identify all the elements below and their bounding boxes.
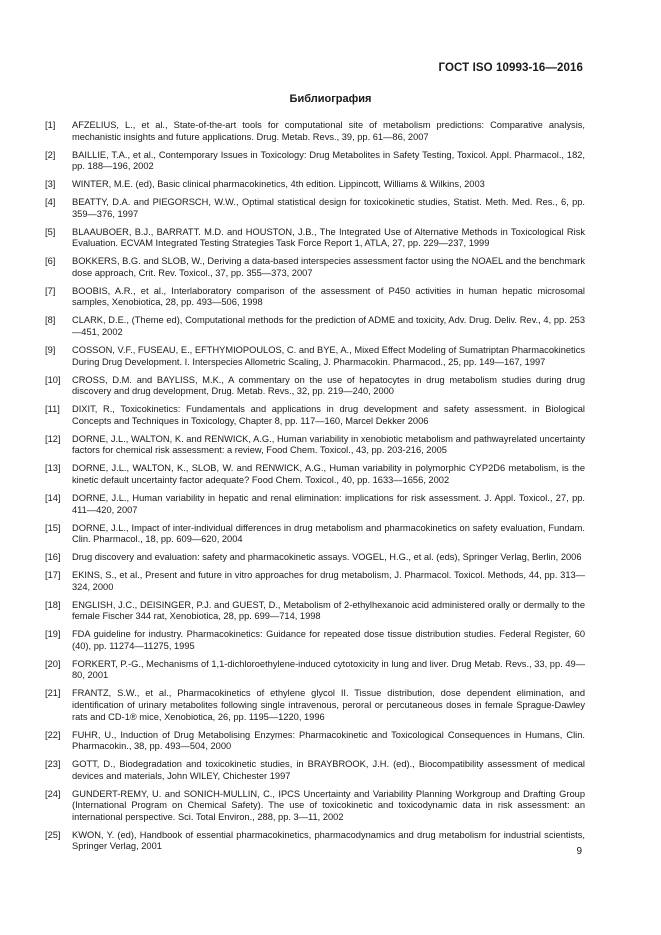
entry-text: Drug discovery and evaluation: safety and pharmacokinetic assays. VOGEL, H.G., et al. (eds), Springer Verlag, Berlin, 2006 xyxy=(72,552,582,563)
entry-number: [16] xyxy=(45,552,61,563)
entry-number: [6] xyxy=(45,256,56,267)
entry-number: [10] xyxy=(45,374,61,385)
bibliography-entry xyxy=(45,659,585,682)
entry-text: AFZELIUS, L., et al., State-of-the-art tools for computational site of metabolism predictions: Comparative analysis, mechanistic insights and future applications. Drug. Metab. Revs., 39, pp. 61—86, 2007 xyxy=(72,120,585,142)
entry-number: [23] xyxy=(45,759,61,770)
entry-number: [18] xyxy=(45,599,61,610)
bibliography-entry xyxy=(45,730,585,753)
entry-text: BOOBIS, A.R., et al., Interlaboratory comparison of the assessment of P450 activities in human hepatic microsomal samples, Xenobiotica, 28, pp. 493—506, 1998 xyxy=(72,285,585,308)
entry-text: COSSON, V.F., FUSEAU, E., EFTHYMIOPOULOS, C. and BYE, A., Mixed Effect Modeling of Sumatriptan Pharmacokinetics During Drug Development. I. Interspecies Allometric Scaling, J. Pharmacokin. Pharmacod., 25, pp. 149—167, 1997 xyxy=(72,345,585,367)
bibliography-entry xyxy=(45,227,585,250)
entry-text: FUHR, U., Induction of Drug Metabolising Enzymes: Pharmacokinetic and Toxicological Consequences in Humans, Clin. Pharmacokin., 38, pp. 493—504, 2000 xyxy=(72,729,585,752)
entry-text: DIXIT, R., Toxicokinetics: Fundamentals and applications in drug development and safety assessment. in Biological Concepts and Techniques in Toxicology, Chapter 8, pp. 117—160, Marcel Dekker 2006 xyxy=(72,404,585,426)
entry-number: [14] xyxy=(45,492,61,503)
bibliography-entry xyxy=(45,434,585,457)
bibliography-entry xyxy=(45,315,585,338)
entry-text: ENGLISH, J.C., DEISINGER, P.J. and GUEST, D., Metabolism of 2-ethylhexanoic acid administered orally or dermally to the female Fischer 344 rat, Xenobiotica, 28, pp. 699—714, 1998 xyxy=(72,599,585,622)
bibliography-entry xyxy=(45,830,585,853)
entry-number: [3] xyxy=(45,179,56,190)
entry-text: CROSS, D.M. and BAYLISS, M.K., A commentary on the use of hepatocytes in drug metabolism studies during drug discovery and drug development, Drug. Metab. Revs., 32, pp. 219—240, 2000 xyxy=(72,374,585,397)
page-title: Библиография xyxy=(289,93,372,105)
bibliography-entry xyxy=(45,150,585,173)
entry-text: BAILLIE, T.A., et al., Contemporary Issues in Toxicology: Drug Metabolites in Safety Testing, Toxicol. Appl. Pharmacol., 182, pp. 188—196, 2002 xyxy=(72,149,585,172)
entry-text: DORNE, J.L., Impact of inter-individual differences in drug metabolism and pharmacokinetics on safety evaluation, Fundam. Clin. Pharmacol., 18, pp. 609—620, 2004 xyxy=(72,522,585,545)
bibliography-list xyxy=(45,120,585,859)
entry-number: [15] xyxy=(45,522,61,533)
entry-number: [5] xyxy=(45,226,56,237)
entry-text: EKINS, S., et al., Present and future in vitro approaches for drug metabolism, J. Pharmacol. Toxicol. Methods, 44, pp. 313—324, 2000 xyxy=(72,570,585,592)
bibliography-entry xyxy=(45,523,585,546)
entry-number: [21] xyxy=(45,688,61,699)
bibliography-entry xyxy=(45,552,585,564)
entry-number: [11] xyxy=(45,404,60,415)
entry-number: [9] xyxy=(45,345,56,356)
page-number: 9 xyxy=(576,846,582,857)
entry-number: [17] xyxy=(45,570,61,581)
bibliography-entry xyxy=(45,759,585,782)
bibliography-entry xyxy=(45,345,585,368)
entry-number: [7] xyxy=(45,285,56,296)
entry-text: CLARK, D.E., (Theme ed), Computational methods for the prediction of ADME and toxicity, Adv. Drug. Deliv. Rev., 4, pp. 253—451, 2002 xyxy=(72,315,585,338)
bibliography-entry xyxy=(45,120,585,143)
entry-number: [1] xyxy=(45,120,56,130)
bibliography-entry xyxy=(45,179,585,191)
entry-text: DORNE, J.L., Human variability in hepatic and renal elimination: implications for risk assessment. J. Appl. Toxicol., 27, pp. 411—420, 2007 xyxy=(72,492,585,515)
entry-text: FDA guideline for industry. Pharmacokinetics: Guidance for repeated dose tissue distribution studies. Federal Register, 60 (40), pp. 11274—11275, 1995 xyxy=(72,629,585,651)
standard-code-header: ГОСТ ISO 10993-16—2016 xyxy=(438,62,583,74)
entry-number: [25] xyxy=(45,829,61,840)
bibliography-entry xyxy=(45,493,585,516)
bibliography-entry xyxy=(45,375,585,398)
entry-number: [12] xyxy=(45,433,61,444)
entry-text: WINTER, M.E. (ed), Basic clinical pharmacokinetics, 4th edition. Lippincott, Williams & Wilkins, 2003 xyxy=(72,179,485,190)
entry-text: FORKERT, P.-G., Mechanisms of 1,1-dichloroethylene-induced cytotoxicity in lung and liver. Drug Metab. Revs., 33, pp. 49—80, 2001 xyxy=(72,658,585,681)
bibliography-entry xyxy=(45,629,585,652)
bibliography-entry xyxy=(45,256,585,279)
bibliography-entry xyxy=(45,570,585,593)
bibliography-entry xyxy=(45,789,585,824)
entry-text: BEATTY, D.A. and PIEGORSCH, W.W., Optimal statistical design for toxicokinetic studies, Statist. Meth. Med. Res., 6, pp. 359—376, 1997 xyxy=(72,197,585,219)
entry-number: [13] xyxy=(45,463,61,474)
entry-text: GUNDERT-REMY, U. and SONICH-MULLIN, C., IPCS Uncertainty and Variability Planning Workgroup and Drafting Group (International Program on Chemical Safety). The use of toxicokinetic and toxicodynamic data in risk assessment: an international perspective. Sci. Total Environ., 288, pp. 3—11, 2002 xyxy=(72,788,585,822)
entry-number: [4] xyxy=(45,197,56,208)
entry-number: [2] xyxy=(45,149,56,160)
entry-number: [20] xyxy=(45,658,61,669)
bibliography-entry xyxy=(45,197,585,220)
entry-text: KWON, Y. (ed), Handbook of essential pharmacokinetics, pharmacodynamics and drug metabolism for industrial scientists, Springer Verlag, 2001 xyxy=(72,829,585,852)
entry-text: FRANTZ, S.W., et al., Pharmacokinetics of ethylene glycol II. Tissue distribution, dose dependent elimination, and identification of urinary metabolites following single intravenous, peroral or percutaneous doses in female Sprague-Dawley rats and CD-1® mice, Xenobiotica, 26, pp. 1195—1220, 1996 xyxy=(72,688,585,722)
bibliography-entry xyxy=(45,600,585,623)
entry-text: DORNE, J.L., WALTON, K., SLOB, W. and RENWICK, A.G., Human variability in polymorphic CYP2D6 metabolism, is the kinetic default uncertainty factor adequate? Food Chem. Toxicol., 40, pp. 1633—1656, 2002 xyxy=(72,463,585,485)
entry-text: GOTT, D., Biodegradation and toxicokinetic studies, in BRAYBROOK, J.H. (ed)., Biocompatibility assessment of medical devices and materials, John WILEY, Chichester 1997 xyxy=(72,759,585,781)
entry-number: [24] xyxy=(45,788,61,799)
bibliography-entry xyxy=(45,463,585,486)
bibliography-entry xyxy=(45,286,585,309)
entry-text: DORNE, J.L., WALTON, K. and RENWICK, A.G., Human variability in xenobiotic metabolism and pathwayrelated uncertainty factors for chemical risk assessment: a review, Food Chem. Toxicol., 43, pp. 203-216, 2005 xyxy=(72,433,585,456)
entry-number: [8] xyxy=(45,315,56,326)
entry-text: BLAAUBOER, B.J., BARRATT. M.D. and HOUSTON, J.B., The Integrated Use of Alternative Methods in Toxicological Risk Evaluation. ECVAM Integrated Testing Strategies Task Force Report 1, ATLA, 27, pp. 229—237, 1999 xyxy=(72,226,585,249)
entry-text: BOKKERS, B.G. and SLOB, W., Deriving a data-based interspecies assessment factor using the NOAEL and the benchmark dose approach, Crit. Rev. Toxicol., 37, pp. 355—373, 2007 xyxy=(72,256,585,278)
bibliography-entry xyxy=(45,404,585,427)
entry-number: [19] xyxy=(45,629,61,640)
bibliography-entry xyxy=(45,688,585,723)
entry-number: [22] xyxy=(45,729,61,740)
